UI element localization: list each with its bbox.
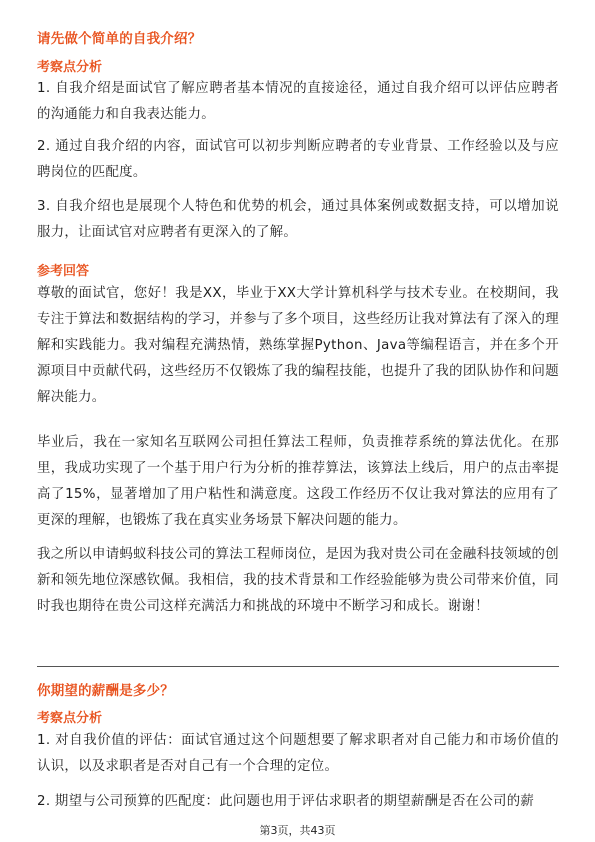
q1-analysis-heading: 考察点分析 <box>37 60 103 75</box>
question-1-title: 请先做个简单的自我介绍？ <box>37 31 202 47</box>
page-number: 第3页，共43页 <box>259 824 336 837</box>
q1-answer-paragraph: 毕业后，我在一家知名互联网公司担任算法工程师，负责推荐系统的算法优化。在那里，我成功实现了一个基于用户行为分析的推荐算法，该算法上线后，用户的点击率提高了15%，显著增加了用户粘性和满意度。这段工作经历不仅让我对算法的应用有了更深的理解，也锻炼了我在真实业务场景下解决问题的能力。 <box>37 435 559 528</box>
q2-analysis-item: 2. 期望与公司预算的匹配度：此问题也用于评估求职者的期望薪酬是否在公司的薪 <box>37 794 535 809</box>
q1-answer-heading: 参考回答 <box>37 264 90 279</box>
q2-analysis-item: 1. 对自我价值的评估：面试官通过这个问题想要了解求职者对自己能力和市场价值的认识，以及求职者是否对自己有一个合理的定位。 <box>37 733 559 774</box>
q1-analysis-item: 2. 通过自我介绍的内容，面试官可以初步判断应聘者的专业背景、工作经验以及与应聘岗位的匹配度。 <box>37 139 559 180</box>
section-divider <box>37 666 559 667</box>
q1-answer-paragraph: 我之所以申请蚂蚁科技公司的算法工程师岗位，是因为我对贵公司在金融科技领域的创新和领先地位深感钦佩。我相信，我的技术背景和工作经验能够为贵公司带来价值，同时我也期待在贵公司这样充满活力和挑战的环境中不断学习和成长。谢谢！ <box>37 547 559 614</box>
q1-analysis-item: 3. 自我介绍也是展现个人特色和优势的机会，通过具体案例或数据支持，可以增加说服力，让面试官对应聘者有更深入的了解。 <box>37 199 559 240</box>
q1-answer-paragraph: 尊敬的面试官，您好！我是XX，毕业于XX大学计算机科学与技术专业。在校期间，我专注于算法和数据结构的学习，并参与了多个项目，这些经历让我对算法有了深入的理解和实践能力。我对编程充满热情，熟练掌握Python、Java等编程语言，并在多个开源项目中贡献代码，这些经历不仅锻炼了我的编程技能，也提升了我的团队协作和问题解决能力。 <box>37 286 559 405</box>
question-2-title: 你期望的薪酬是多少？ <box>37 683 174 699</box>
q1-analysis-item: 1. 自我介绍是面试官了解应聘者基本情况的直接途径，通过自我介绍可以评估应聘者的沟通能力和自我表达能力。 <box>37 81 559 122</box>
q2-analysis-heading: 考察点分析 <box>37 711 103 726</box>
